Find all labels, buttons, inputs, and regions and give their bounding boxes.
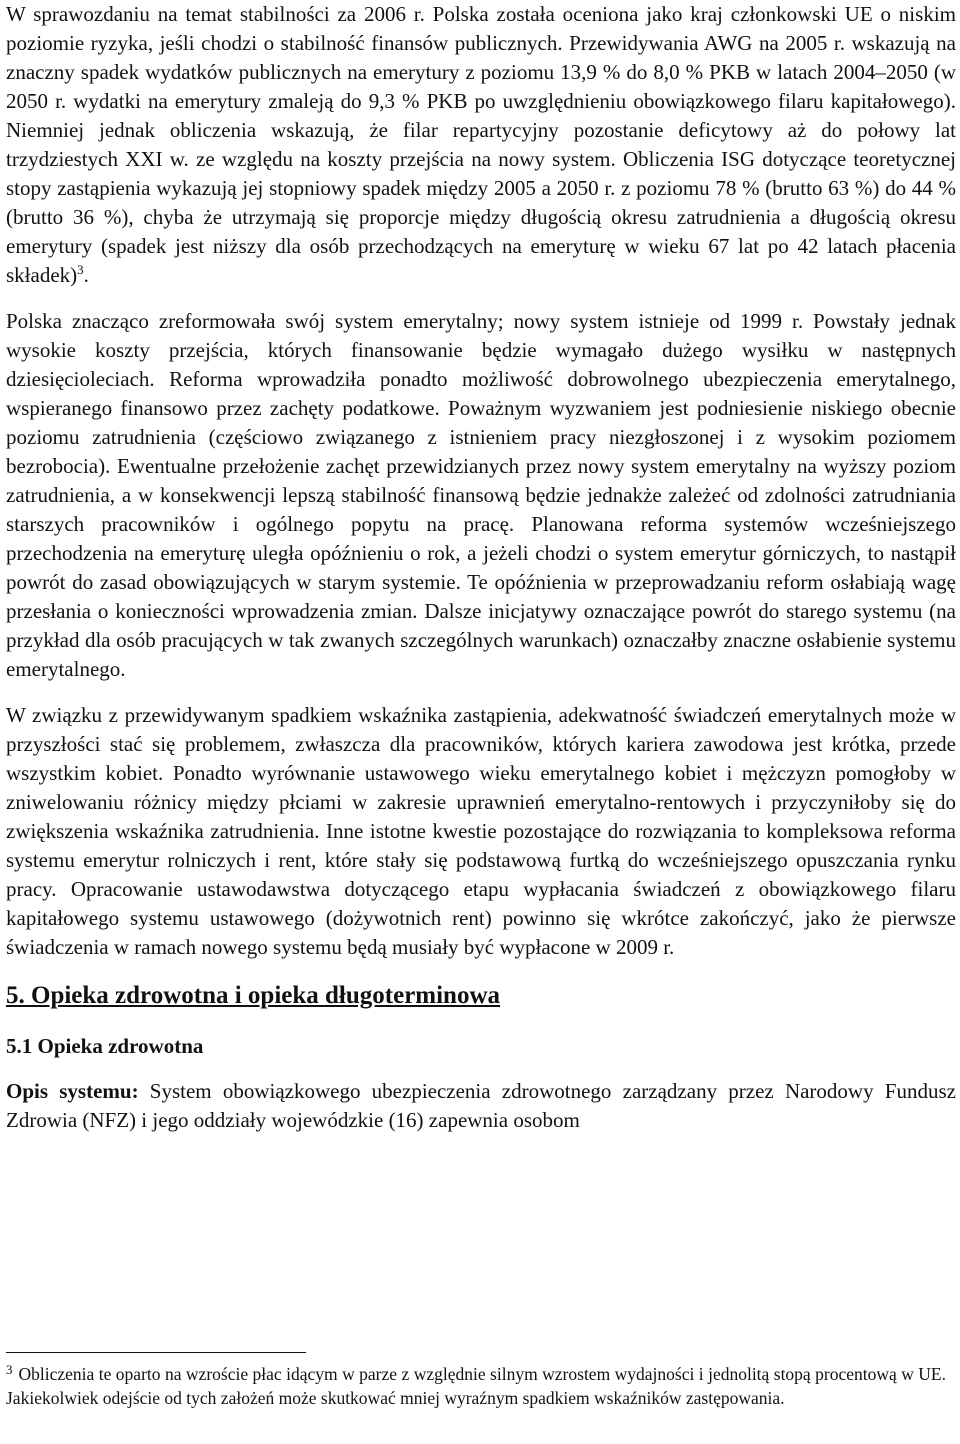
paragraph-pension-reform: Polska znacząco zreformowała swój system emerytalny; nowy system istnieje od 1999 r. Powstały jednak wysokie koszty przejścia, których finansowanie będzie wymagało dużego wysiłku w następnych dziesięcioleciach. Reforma wprowadziła ponadto możliwość dobrowolnego ubezpieczenia emerytalnego, wspieranego finansowo przez zachęty podatkowe. Poważnym wyzwaniem jest podniesienie niskiego obecnie poziomu zatrudnienia (częściowo związanego z istnieniem pracy niezgłoszonej i z wysokim poziomem bezrobocia). Ewentualne przełożenie zachęt przewidzianych przez nowy system emerytalny na wyższy poziom zatrudnienia, a w konsekwencji lepszą stabilność finansową będzie jednakże zależeć od zdolności zatrudniania starszych pracowników i ogólnego popytu na pracę. Planowana reforma systemów wcześniejszego przechodzenia na emeryturę uległa opóźnieniu o rok, a jeżeli chodzi o system emerytur górniczych, to nastąpił powrót do zasad obowiązujących w starym systemie. Te opóźnienia w przeprowadzaniu reform osłabiają wagę przesłania o konieczności wprowadzenia zmian. Dalsze inicjatywy oznaczające powrót do starego systemu (na przykład dla osób pracujących w tak zwanych szczególnych warunkach) oznaczałby znaczne osłabienie systemu emerytalnego. xyxy=(6,309,956,681)
paragraph-replacement-rate: W związku z przewidywanym spadkiem wskaźnika zastąpienia, adekwatność świadczeń emerytalnych może w przyszłości stać się problemem, zwłaszcza dla pracowników, których kariera zawodowa jest krótka, przede wszystkim kobiet. Ponadto wyrównanie ustawowego wieku emerytalnego kobiet i mężczyzn pomogłoby w zniwelowaniu różnicy między płciami w zakresie uprawnień emerytalno-rentowych i przyczyniłoby się do zwiększenia wskaźnika zatrudnienia. Inne istotne kwestie pozostające do rozwiązania to kompleksowa reforma systemu emerytur rolniczych i rent, które stały się podstawową furtką do wcześniejszego opuszczania rynku pracy. Opracowanie ustawodawstwa dotyczącego etapu wypłacania świadczeń z obowiązkowego filaru kapitałowego systemu ustawowego (dożywotnich rent) powinno się wkrótce zakończyć, jako że pierwsze świadczenia w ramach nowego systemu będą musiały być wypłacone w 2009 r. xyxy=(6,703,956,959)
paragraph-stability-end: . xyxy=(83,263,89,287)
footnote xyxy=(6,1362,946,1410)
footnote-divider xyxy=(6,1352,306,1353)
paragraph-stability xyxy=(6,0,956,290)
system-description-label: Opis systemu: xyxy=(6,1079,139,1103)
document-page xyxy=(6,0,956,1135)
section-heading: 5. Opieka zdrowotna i opieka długoterminowa xyxy=(6,982,501,1009)
paragraph-stability-text: W sprawozdaniu na temat stabilności za 2006 r. Polska została oceniona jako kraj członkowski UE o niskim poziomie ryzyka, jeśli chodzi o stabilność finansów publicznych. Przewidywania AWG na 2005 r. wskazują na znaczny spadek wydatków publicznych na emerytury z poziomu 13,9 % do 8,0 % PKB w latach 2004–2050 (w 2050 r. wydatki na emerytury zmaleją do 9,3 % PKB po uwzględnieniu obowiązkowego filaru kapitałowego). Niemniej jednak obliczenia wskazują, że filar repartycyjny pozostanie deficytowy aż do połowy lat trzydziestych XXI w. ze względu na koszty przejścia na nowy system. Obliczenia ISG dotyczące teoretycznej stopy zastąpienia wykazują jej stopniowy spadek między 2005 a 2050 r. z poziomu 78 % (brutto 63 %) do 44 % (brutto 36 %), chyba że utrzymają się proporcje między długością okresu zatrudnienia a długością okresu emerytury (spadek jest niższy dla osób przechodzących na emeryturę w wieku 67 lat po 42 latach płacenia składek) xyxy=(6,2,956,287)
footnote-reference[interactable]: 3 xyxy=(77,262,84,277)
paragraph-system-description xyxy=(6,1077,956,1135)
system-description-text: System obowiązkowego ubezpieczenia zdrowotnego zarządzany przez Narodowy Fundusz Zdrowia (NFZ) i jego oddziały wojewódzkie (16) zapewnia osobom xyxy=(6,1079,956,1132)
subsection-heading: 5.1 Opieka zdrowotna xyxy=(6,1034,204,1058)
footnote-text: Obliczenia te oparto na wzroście płac idącym w parze z względnie silnym wzrostem wydajności i jednolitą stopą procentową w UE. Jakiekolwiek odejście od tych założeń może skutkować mniej wyraźnym spadkiem wskaźników zastępowania. xyxy=(6,1364,946,1408)
footnote-number: 3 xyxy=(6,1362,13,1377)
